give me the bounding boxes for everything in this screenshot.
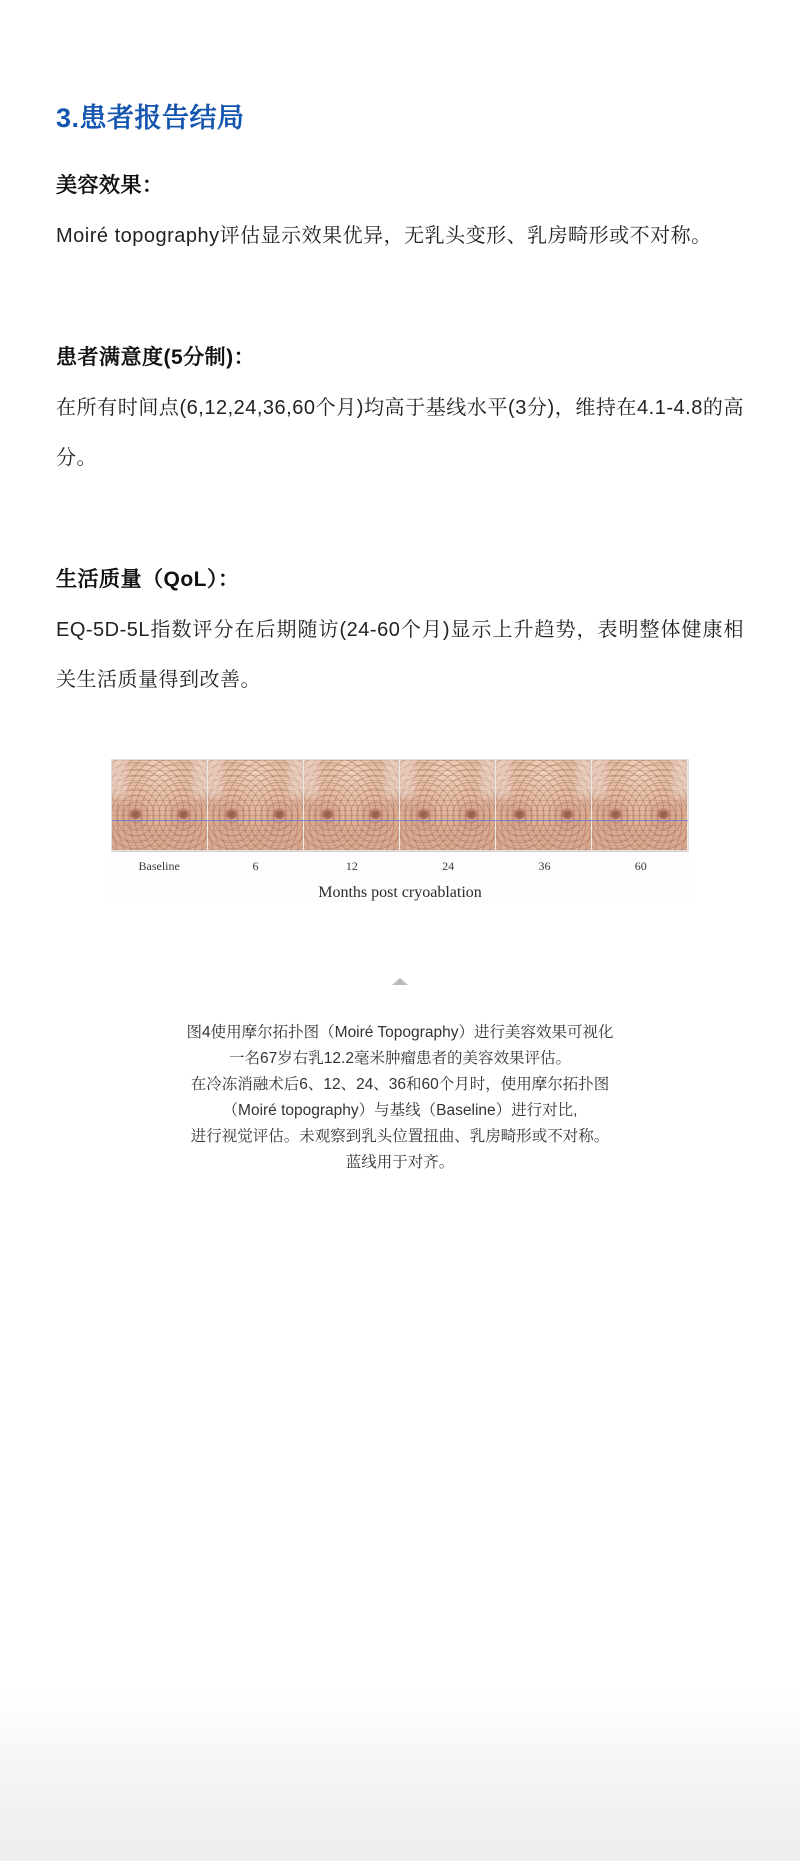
figure-moire-topography	[56, 759, 744, 1176]
background-left	[112, 760, 127, 798]
moire-panel	[400, 760, 496, 850]
paragraph-patient-satisfaction: 在所有时间点(6,12,24,36,60个月)均高于基线水平(3分)，维持在4.1-4.8的高分。	[56, 397, 744, 469]
figure-caption-line: 蓝线用于对齐。	[345, 1154, 455, 1171]
paragraph-quality-of-life: EQ-5D-5L指数评分在后期随访(24-60个月)显示上升趋势，表明整体健康相关生活质量得到改善。	[56, 619, 744, 691]
moire-panel-strip	[111, 759, 689, 851]
background-right	[192, 760, 208, 798]
page-footer-gradient	[0, 1691, 800, 1861]
moire-panel	[304, 760, 400, 850]
subheading-cosmetic-outcome: 美容效果：	[56, 174, 164, 197]
moire-panel	[208, 760, 304, 850]
timepoint-label: Baseline	[138, 859, 180, 873]
timepoint-label: 36	[538, 859, 551, 873]
spacer	[56, 483, 744, 529]
moire-panel	[112, 760, 208, 850]
timepoint-label: 6	[252, 859, 259, 873]
subheading-patient-satisfaction: 患者满意度(5分制)：	[56, 346, 256, 369]
background-left	[400, 760, 415, 798]
figure-caption	[80, 1020, 720, 1176]
figure-caption-line: 一名67岁右乳12.2毫米肿瘤患者的美容效果评估。	[229, 1050, 571, 1067]
background-left	[592, 760, 607, 798]
figure-caption-line: 在冷冻消融术后6、12、24、36和60个月时，使用摩尔拓扑图	[190, 1076, 610, 1093]
alignment-blue-line	[112, 820, 688, 821]
background-right	[576, 760, 592, 798]
collapse-caret[interactable]	[56, 972, 744, 990]
figure-caption-line: 图4使用摩尔拓扑图（Moiré Topography）进行美容效果可视化	[186, 1024, 614, 1041]
figure-image-box	[111, 759, 689, 902]
timepoint-label: 60	[634, 859, 647, 873]
background-right	[480, 760, 496, 798]
subheading-quality-of-life: 生活质量（QoL）：	[56, 568, 240, 591]
timepoint-label-row	[111, 851, 689, 874]
spacer	[56, 261, 744, 307]
timepoint-label: 12	[345, 859, 358, 873]
timepoint-label: 24	[442, 859, 455, 873]
figure-caption-line: 进行视觉评估。未观察到乳头位置扭曲、乳房畸形或不对称。	[190, 1128, 610, 1145]
background-left	[208, 760, 223, 798]
figure-axis-caption: Months post cryoablation	[318, 884, 482, 901]
page-title: 3.患者报告结局	[56, 103, 245, 133]
paragraph-cosmetic-outcome: Moiré topography评估显示效果优异，无乳头变形、乳房畸形或不对称。	[56, 225, 712, 247]
background-left	[304, 760, 319, 798]
background-right	[288, 760, 304, 798]
figure-caption-line: （Moiré topography）与基线（Baseline）进行对比,	[222, 1102, 578, 1119]
background-right	[672, 760, 688, 798]
background-left	[496, 760, 511, 798]
moire-panel	[592, 760, 688, 850]
background-right	[384, 760, 400, 798]
moire-panel	[496, 760, 592, 850]
chevron-up-icon	[392, 978, 408, 985]
